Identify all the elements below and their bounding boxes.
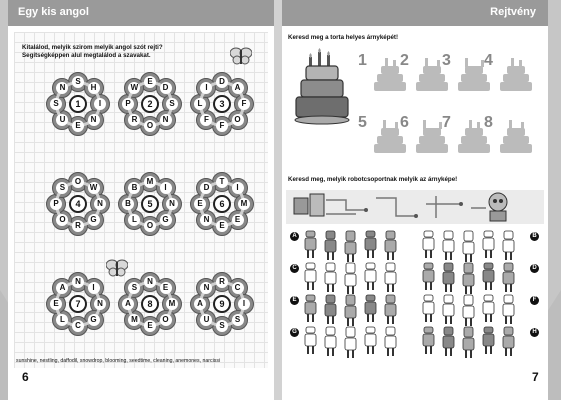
robot-figure — [384, 230, 397, 262]
flower-letter: C — [232, 282, 244, 294]
robot-silhouette — [422, 230, 435, 262]
robot-silhouette — [502, 230, 515, 262]
flower-letter: D — [216, 76, 228, 88]
flower-letter: E — [144, 320, 156, 332]
right-page — [282, 0, 548, 400]
cake-number: 1 — [358, 52, 367, 69]
flower-letter: T — [216, 176, 228, 188]
robot-group-label: F — [530, 296, 539, 305]
flower-letter: S — [232, 314, 244, 326]
circuit-decoration — [286, 190, 544, 224]
flower-letter: N — [144, 276, 156, 288]
page-number-right: 7 — [532, 370, 539, 384]
flower-letter: I — [200, 82, 212, 94]
flower-letter: E — [232, 214, 244, 226]
robot-silhouette — [384, 326, 397, 358]
right-page-header — [282, 0, 548, 26]
robot-figure — [462, 326, 475, 358]
flower-number: 2 — [141, 95, 159, 113]
flower-letter: N — [56, 82, 68, 94]
robot-silhouette — [324, 262, 337, 294]
flower-letter: N — [200, 282, 212, 294]
flower-letter: A — [122, 298, 134, 310]
flower-letter: L — [128, 214, 140, 226]
flower-letter: E — [160, 282, 172, 294]
robot-group-label: B — [530, 232, 539, 241]
flower-number: 7 — [69, 295, 87, 313]
flower-instruction-line-1: Kitalálod, melyik szirom melyik angol szót rejti? — [22, 44, 163, 51]
robot-group-label: A — [290, 232, 299, 241]
flower-letter: A — [56, 282, 68, 294]
robot-silhouette — [482, 230, 495, 262]
flower-letter: C — [72, 320, 84, 332]
flower-letter: L — [194, 98, 206, 110]
cake-number: 8 — [484, 114, 493, 131]
flower-letter: R — [216, 276, 228, 288]
flower-letter: E — [144, 76, 156, 88]
flower-letter: W — [88, 182, 100, 194]
robot-silhouette — [502, 294, 515, 326]
flower-letter: A — [232, 82, 244, 94]
flower-letter: N — [94, 198, 106, 210]
flower-letter: N — [72, 276, 84, 288]
robot-figure — [364, 230, 377, 262]
robot-silhouette — [482, 294, 495, 326]
cake-number: 2 — [400, 52, 409, 69]
flower-letter: M — [128, 314, 140, 326]
robot-silhouette — [344, 326, 357, 358]
flower-letter: M — [144, 176, 156, 188]
robot-figure — [422, 262, 435, 294]
robot-figure — [482, 262, 495, 294]
robot-silhouette — [304, 326, 317, 358]
right-page-title: Rejtvény — [490, 6, 536, 18]
flower-letter: N — [88, 114, 100, 126]
flower-letter: N — [166, 198, 178, 210]
flower-letter: E — [194, 198, 206, 210]
flower-letter: R — [128, 114, 140, 126]
robot-figure — [442, 262, 455, 294]
robot-group-label: D — [530, 264, 539, 273]
cake-number: 6 — [400, 114, 409, 131]
robot-figure — [344, 230, 357, 262]
cake-silhouette — [498, 58, 534, 92]
robot-illustration-banner — [286, 190, 544, 224]
flower-letter: O — [56, 214, 68, 226]
butterfly-icon — [106, 258, 128, 278]
robot-group-label: H — [530, 328, 539, 337]
robot-silhouette — [442, 230, 455, 262]
flower-instruction-line-2: Segítségképpen alul megtalálod a szavakat. — [22, 52, 151, 59]
cake-image — [294, 48, 350, 126]
robot-figure — [462, 262, 475, 294]
flower-letter: H — [88, 82, 100, 94]
robot-silhouette — [462, 230, 475, 262]
robot-figure — [304, 294, 317, 326]
robot-figure — [344, 294, 357, 326]
robot-silhouette — [422, 294, 435, 326]
flower-letter: G — [88, 214, 100, 226]
robot-instruction: Keresd meg, melyik robotcsoportnak melyik az árnyképe! — [288, 176, 458, 183]
flower-letter: I — [94, 98, 106, 110]
cake-number: 5 — [358, 114, 367, 131]
cake-silhouette — [498, 120, 534, 154]
left-page — [8, 0, 274, 400]
flower-letter: P — [122, 98, 134, 110]
robot-silhouette — [384, 262, 397, 294]
robot-silhouette — [344, 262, 357, 294]
word-list: sunshine, nestling, daffodil, snowdrop, blooming, seedtime, cleaning, anemones, narcissi — [16, 358, 221, 364]
flower-letter: S — [50, 98, 62, 110]
flower-number: 9 — [213, 295, 231, 313]
robot-group-label: G — [290, 328, 299, 337]
flower-letter: W — [128, 82, 140, 94]
flower-letter: O — [160, 314, 172, 326]
flower-letter: I — [160, 182, 172, 194]
robot-silhouette — [442, 294, 455, 326]
flower-letter: G — [160, 214, 172, 226]
robot-silhouette — [462, 294, 475, 326]
robot-figure — [364, 294, 377, 326]
flower-letter: B — [122, 198, 134, 210]
flower-letter: O — [144, 120, 156, 132]
flower-letter: S — [128, 282, 140, 294]
robot-group-label: E — [290, 296, 299, 305]
cake-number: 3 — [442, 52, 451, 69]
cake-instruction: Keresd meg a torta helyes árnyképét! — [288, 34, 399, 41]
flower-letter: G — [88, 314, 100, 326]
robot-figure — [442, 326, 455, 358]
robot-figure — [502, 262, 515, 294]
robot-figure — [304, 230, 317, 262]
flower-number: 5 — [141, 195, 159, 213]
flower-letter: O — [144, 220, 156, 232]
robot-figure — [324, 230, 337, 262]
cake-number: 4 — [484, 52, 493, 69]
robot-figure — [384, 294, 397, 326]
flower-letter: O — [72, 176, 84, 188]
robot-silhouette — [364, 262, 377, 294]
flower-letter: S — [72, 76, 84, 88]
robot-figure — [422, 326, 435, 358]
flower-letter: S — [216, 320, 228, 332]
flower-letter: F — [238, 98, 250, 110]
robot-group-label: C — [290, 264, 299, 273]
flower-letter: E — [216, 220, 228, 232]
flower-number: 4 — [69, 195, 87, 213]
flower-letter: P — [50, 198, 62, 210]
left-page-title: Egy kis angol — [18, 6, 89, 18]
flower-letter: D — [160, 82, 172, 94]
flower-letter: L — [56, 314, 68, 326]
flower-letter: F — [216, 120, 228, 132]
flower-letter: M — [166, 298, 178, 310]
flower-letter: N — [160, 114, 172, 126]
flower-letter: U — [200, 314, 212, 326]
flower-letter: M — [238, 198, 250, 210]
flower-letter: F — [200, 114, 212, 126]
flower-letter: A — [194, 298, 206, 310]
flower-letter: N — [94, 298, 106, 310]
flower-letter: U — [56, 114, 68, 126]
flower-letter: N — [200, 214, 212, 226]
robot-silhouette — [364, 326, 377, 358]
cake-number: 7 — [442, 114, 451, 131]
flower-letter: E — [50, 298, 62, 310]
robot-figure — [502, 326, 515, 358]
flower-letter: S — [166, 98, 178, 110]
flower-instructions — [22, 44, 242, 60]
flower-letter: D — [200, 182, 212, 194]
flower-letter: B — [128, 182, 140, 194]
robot-figure — [324, 294, 337, 326]
flower-letter: I — [232, 182, 244, 194]
left-page-header — [8, 0, 274, 26]
flower-number: 8 — [141, 295, 159, 313]
flower-letter: I — [88, 282, 100, 294]
flower-letter: S — [56, 182, 68, 194]
flower-letter: E — [72, 120, 84, 132]
robot-silhouette — [324, 326, 337, 358]
flower-letter: R — [72, 220, 84, 232]
robot-figure — [482, 326, 495, 358]
flower-letter: O — [232, 114, 244, 126]
flower-letter: I — [238, 298, 250, 310]
butterfly-icon — [230, 46, 252, 66]
flower-number: 6 — [213, 195, 231, 213]
flower-number: 1 — [69, 95, 87, 113]
page-number-left: 6 — [22, 370, 29, 384]
flower-number: 3 — [213, 95, 231, 113]
robot-silhouette — [304, 262, 317, 294]
